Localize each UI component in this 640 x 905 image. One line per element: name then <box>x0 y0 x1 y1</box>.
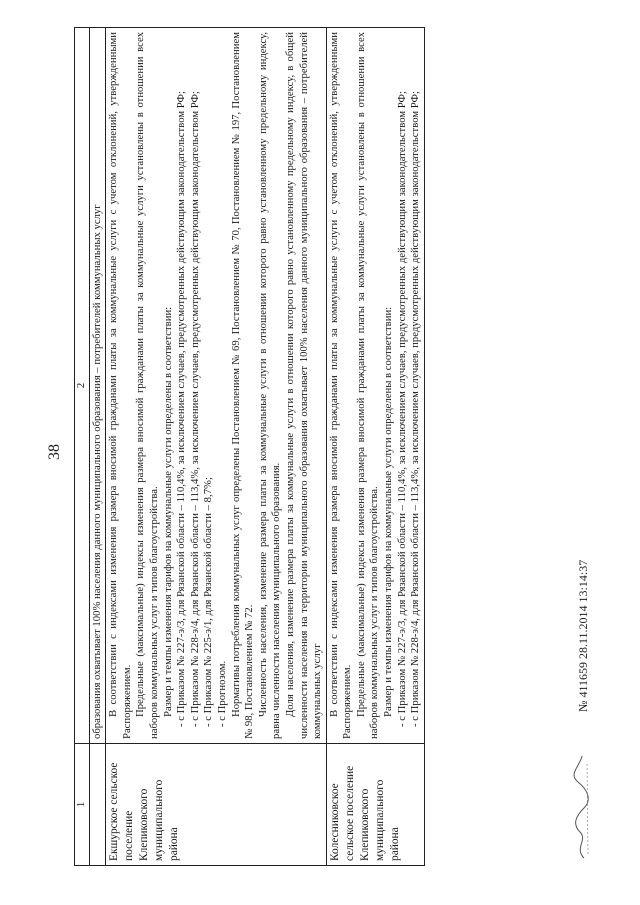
table-row <box>89 28 106 866</box>
description-paragraph: Доля населения, изменение размера платы за коммунальные услуги в отношении которого равно установленному предельному индексу, в общей численности населения на территории муниципального образования охватывает 100% населения данного муниципального образования – потребителей коммунальных услуг <box>283 32 324 739</box>
description-paragraph: В соответствии с индексами изменения размера вносимой гражданами платы за коммунальные услуги с учетом отклонений, утвержденными Распоряжением. <box>327 32 354 739</box>
table-row <box>106 28 327 866</box>
rotated-page <box>40 12 600 892</box>
page-number: 38 <box>46 444 63 460</box>
description-cell <box>89 28 106 744</box>
description-paragraph: - с Приказом № 227-э/3, для Рязанской области – 110,4%, за исключением случаев, предусмотренных действующим законодательством РФ; <box>395 91 408 727</box>
settlement-name: Колесниковское сельское поселение Клепиковского муниципального района <box>326 744 424 866</box>
description-paragraph: - с Приказом № 227-э/3, для Рязанской области – 110,4%, за исключением случаев, предусмотренных действующим законодательством РФ; <box>175 91 188 727</box>
description-paragraph: - с Приказом № 228-э/4, для Рязанской области – 113,4%, за исключением случаев, предусмотренных действующим законодательством РФ; <box>409 91 422 727</box>
description-paragraph: Численность населения, изменение размера платы за коммунальные услуги в отношении которого равно установленному предельному индексу, равна численности населения муниципального образования. <box>256 32 283 739</box>
description-paragraph: Предельные (максимальные) индексы изменения размера вносимой гражданами платы за коммунальные услуги установлены в отношении всех наборов коммунальных услуг и типов благоустройства. <box>134 32 160 739</box>
description-paragraph: - с Прогнозом. <box>215 660 228 727</box>
description-paragraph: Размер и темпы изменения тарифов на коммунальные услуги определены в соответствии: <box>382 306 395 717</box>
document-table <box>74 27 425 866</box>
column-header: 1 <box>75 744 90 866</box>
settlement-name <box>89 744 106 866</box>
description-paragraph: Предельные (максимальные) индексы изменения размера вносимой гражданами платы за коммунальные услуги установлены в отношении всех наборов коммунальных услуг и типов благоустройства. <box>354 32 381 739</box>
description-paragraph: Размер и темпы изменения тарифов на коммунальные услуги определены в соответствии: <box>161 306 174 717</box>
description-cell <box>326 28 424 744</box>
description-paragraph: Нормативы потребления коммунальных услуг определены Постановлением № 69, Постановлением № 70, Постановлением № 197, Постановлением № 98, Постановлением № 72. <box>229 32 256 739</box>
signature-mark <box>570 752 592 862</box>
description-paragraph: В соответствии с индексами изменения размера вносимой гражданами платы за коммунальные услуги с учетом отклонений, утвержденными Распоряжением. <box>107 32 133 739</box>
settlement-name: Екшурское сельское поселение Клепиковского муниципального района <box>106 744 327 866</box>
description-paragraph: образования охватывает 100% населения данного муниципального образования – потребителей коммунальных услуг <box>90 204 103 739</box>
column-header: 2 <box>75 28 90 744</box>
registration-footer: № 411659 28.11.2014 13:14:37 <box>576 559 590 712</box>
description-paragraph: - с Приказом № 225-э/1, для Рязанской области – 8,7%; <box>202 477 215 727</box>
table-header-row <box>75 28 90 866</box>
table-row <box>326 28 424 866</box>
description-paragraph: - с Приказом № 228-э/4, для Рязанской области – 113,4%, за исключением случаев, предусмотренных действующим законодательством РФ; <box>188 91 201 727</box>
description-cell <box>106 28 327 744</box>
